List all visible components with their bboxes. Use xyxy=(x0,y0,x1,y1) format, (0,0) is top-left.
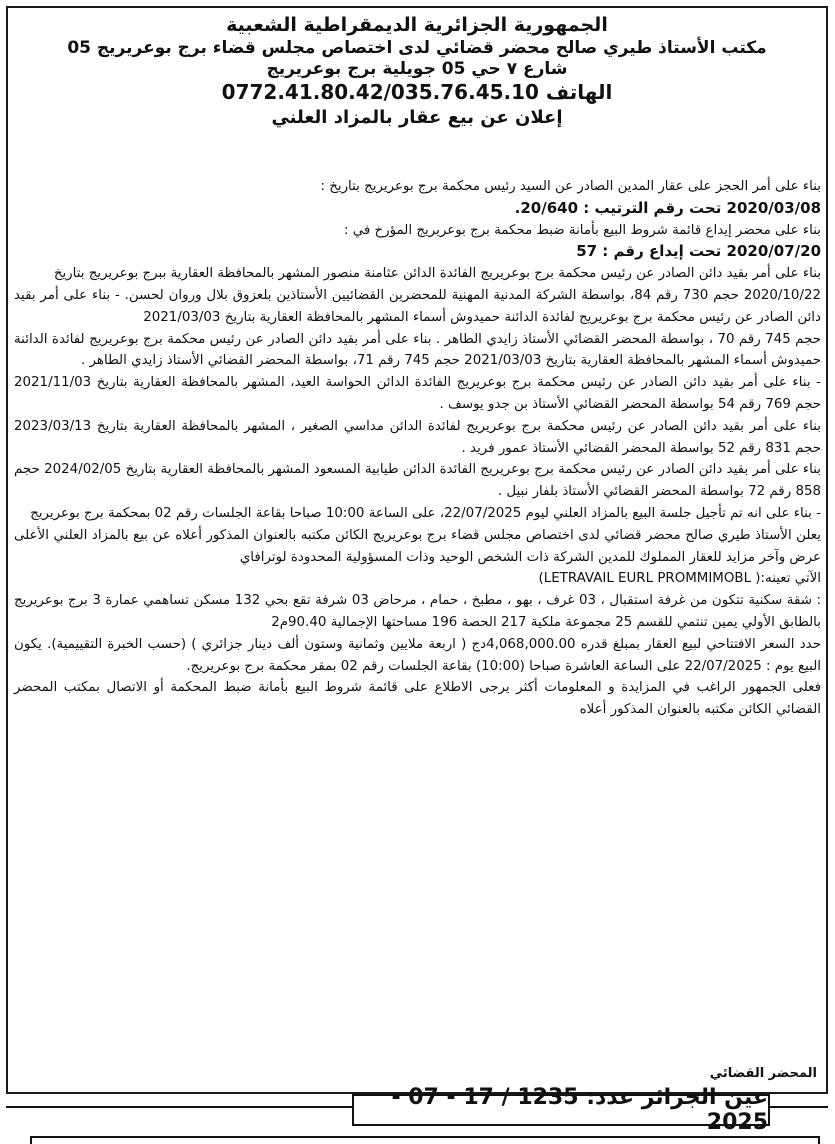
office-name: مكتب الأستاذ طيري صالح محضر قضائي لدى اختصاص مجلس قضاء برج بوعريريج 05 xyxy=(67,37,767,58)
paragraph: حدد السعر الافتتاحي لبيع العقار بمبلغ قدره 4,068,000.00دج ( اربعة ملايين وثمانية وستون ألف دينار جزائري ) (حسب الخبرة التقييمية). يكون البيع يوم : 22/07/2025 على الساعة العاشرة صباحا (10:00) بقاعة الجلسات رقم 02 بمقر محكمة برج بوعريريج. xyxy=(14,636,821,674)
paragraph: - بناء على أمر بقيد دائن الصادر عن رئيس محكمة برج بوعريريج الفائدة الدائن الحواسة العيد، المشهر بالمحافظة العقارية بتاريخ 2021/11/03 حجم 769 رقم 54 بواسطة المحضر القضائي الأستاذ بن جدو يوسف . xyxy=(14,375,821,412)
office-address: شارع ٧ حي 05 جويلية برج بوعريريج xyxy=(266,59,568,79)
paragraph: يعلن الأستاذ طيري صالح محضر قضائي لدى اختصاص مجلس قضاء برج بوعريريج الكائن مكتبه بالعنوان المذكور أعلاه عن بيع بالمزاد العلني الأعلى عرض وآخر مزايد للعقار المملوك للمدين الشركة ذات الشخص الوحيد وذات المسؤولية المحدودة لوترافاي xyxy=(14,527,821,565)
publication-reference-text: عين الجزائر عدد: 1235 / 17 - 07 - 2025 xyxy=(391,1085,768,1135)
paragraph: 2020/03/08 تحت رقم الترتيب : 20/640. xyxy=(514,198,821,217)
next-notice-border xyxy=(30,1136,820,1144)
paragraph: الآتي تعينه:( LETRAVAIL EURL PROMMIMOBL) xyxy=(538,571,821,587)
divider xyxy=(6,1106,352,1108)
office-phone: الهاتف 0772.41.80.42/035.76.45.10 xyxy=(221,80,613,105)
paragraph: - بناء على انه تم تأجيل جلسة البيع بالمزاد العلني ليوم 22/07/2025، على الساعة 10:00 صباحا بقاعة الجلسات رقم 02 بمحكمة برج بوعريريج xyxy=(30,505,821,521)
publication-reference xyxy=(352,1085,770,1135)
signature: المحضر القضائي xyxy=(709,1066,817,1081)
notice-title: إعلان عن بيع عقار بالمزاد العلني xyxy=(271,107,563,129)
paragraph: : شقة سكنية تتكون من غرفة استقبال ، 03 غرف ، بهو ، مطبخ ، حمام ، مرحاض 03 شرفة تقع بحي 132 مسكن تساهمي عمارة 3 برج بوعريريج بالطابق الأولي يمين تنتمي للقسم 25 مجموعة ملكية 217 الحصة 196 مساحتها الإجمالية 90.40م2 xyxy=(14,593,822,630)
divider xyxy=(770,1106,828,1108)
paragraph: بناء على أمر بقيد دائن الصادر عن رئيس محكمة برج بوعريريج الفائدة الدائن طيابية المسعود المشهر بالمحافظة العقارية بتاريخ 2024/02/05 حجم 858 رقم 72 بواسطة المحضر القضائي الأستاذ بلفار نبيل . xyxy=(14,462,822,500)
paragraph: بناء على أمر بقيد دائن الصادر عن رئيس محكمة برج بوعريريج لفائدة الدائن مداسي الصغير ، المشهر بالمحافظة العقارية بتاريخ 2023/03/13 حجم 831 رقم 52 بواسطة المحضر القضائي الأستاذ عمور فريد . xyxy=(14,418,821,456)
paragraph: بناء على محضر إيداع قائمة شروط البيع بأمانة ضبط محكمة برج بوعريريج المؤرخ في : xyxy=(343,222,821,238)
header xyxy=(8,14,826,130)
paragraph: 2020/07/20 تحت إيداع رقم : 57 xyxy=(576,242,821,261)
republic-title: الجمهورية الجزائرية الديمقراطية الشعبية xyxy=(226,14,608,36)
paragraph: فعلى الجمهور الراغب في المزايدة و المعلومات أكثر يرجى الاطلاع على قائمة شروط البيع بأمانة ضبط المحكمة أو الاتصال بمكتب المحضر القضائي الكائن مكتبه بالعنوان المذكور أعلاه xyxy=(14,680,821,718)
notice-body xyxy=(14,176,821,721)
paragraph: 2020/10/22 حجم 730 رقم 84، بواسطة الشركة المدنية المهنية للمحضرين القضائيين الأستاذين بلعزوق بلال وروان لحسن. - بناء على أمر بقيد دائن الصادر عن رئيس محكمة برج بوعريريج لفائدة الدائنة حميدوش أسماء المشهر بالمحافظة العقارية بتاريخ 2021/03/03 xyxy=(14,287,821,325)
paragraph: بناء على أمر الحجز على عقار المدين الصادر عن السيد رئيس محكمة برج بوعريريج بتاريخ : xyxy=(320,179,821,194)
paragraph: بناء على أمر بقيد دائن الصادر عن رئيس محكمة برج بوعريريج الفائدة الدائن عثامنة منصور المشهر بالمحافظة العقارية ببرج بوعريريج بتاريخ xyxy=(53,266,821,282)
paragraph: حجم 745 رقم 70 ، بواسطة المحضر القضائي الأستاذ زايدي الطاهر . بناء على أمر بقيد دائن الصادر عن رئيس محكمة برج بوعريريج لفائدة الدائنة حميدوش أسماء المشهر بالمحافظة العقارية بتاريخ 2021/03/03 حجم 745 رقم 71، بواسطة المحضر القضائي الأستاذ زايدي الطاهر . xyxy=(14,331,821,369)
